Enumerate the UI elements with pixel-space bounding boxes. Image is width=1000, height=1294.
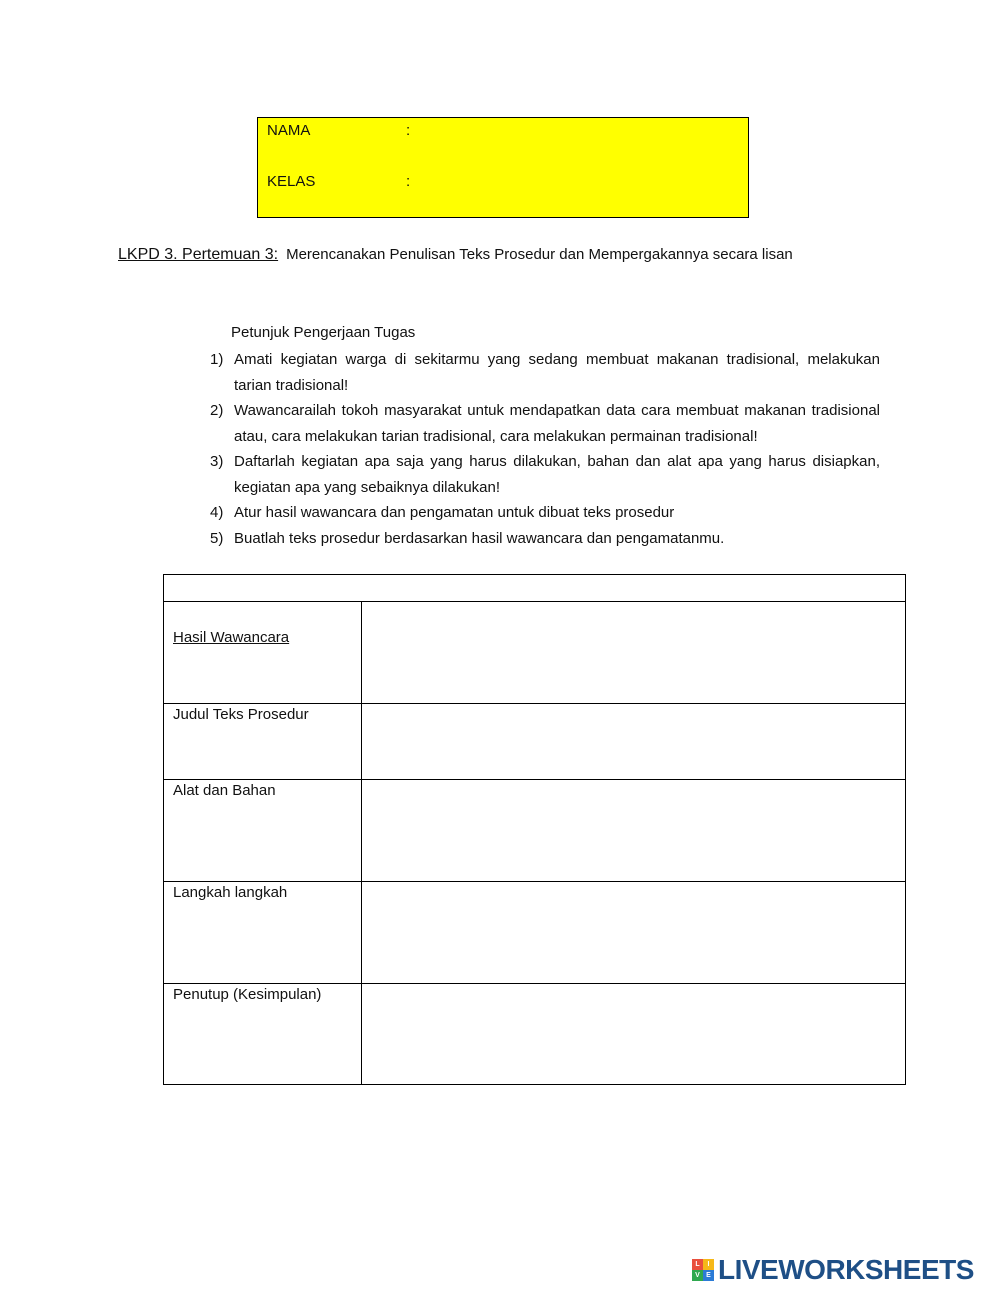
- logo-letter: V: [692, 1270, 703, 1281]
- instruction-number: 2): [210, 402, 224, 419]
- answer-cell-penutup[interactable]: [362, 984, 905, 1084]
- name-separator: :: [406, 122, 411, 139]
- name-label: NAMA: [267, 122, 311, 139]
- instruction-item: [208, 449, 880, 500]
- liveworksheets-logo-icon: [692, 1259, 714, 1281]
- instructions-list: [208, 347, 880, 551]
- logo-letter: L: [692, 1259, 703, 1270]
- instruction-item: [208, 500, 880, 526]
- instruction-item: [208, 347, 880, 398]
- instruction-number: 3): [210, 453, 224, 470]
- row-label-hasil-wawancara: Hasil Wawancara: [173, 629, 290, 646]
- instruction-text: Amati kegiatan warga di sekitarmu yang sedang membuat makanan tradisional, melakukan tarian tradisional!: [234, 351, 880, 394]
- instructions-title: Petunjuk Pengerjaan Tugas: [231, 324, 416, 341]
- instruction-number: 1): [210, 351, 224, 368]
- class-label: KELAS: [267, 173, 316, 190]
- answer-cell-hasil-wawancara[interactable]: [362, 602, 905, 703]
- logo-letter: I: [703, 1259, 714, 1270]
- answer-cell-langkah[interactable]: [362, 882, 905, 983]
- instruction-text: Buatlah teks prosedur berdasarkan hasil wawancara dan pengamatanmu.: [234, 529, 725, 547]
- class-separator: :: [406, 173, 411, 190]
- identity-box: [257, 117, 749, 218]
- lkpd-title: Merencanakan Penulisan Teks Prosedur dan Mempergakannya secara lisan: [286, 246, 793, 263]
- row-label-alat-bahan: Alat dan Bahan: [173, 782, 276, 799]
- instruction-text: Wawancarailah tokoh masyarakat untuk mendapatkan data cara membuat makanan tradisional atau, cara melakukan tarian tradisional, cara melakukan permainan tradisional!: [234, 402, 880, 445]
- row-label-langkah: Langkah langkah: [173, 884, 288, 901]
- instruction-item: [208, 398, 880, 449]
- lkpd-code: LKPD 3. Pertemuan 3:: [118, 246, 279, 263]
- row-label-judul: Judul Teks Prosedur: [173, 706, 309, 723]
- instruction-number: 4): [210, 504, 224, 521]
- answer-cell-alat-bahan[interactable]: [362, 780, 905, 881]
- logo-text: LIVEWORKSHEETS: [718, 1254, 974, 1285]
- liveworksheets-logo: [692, 1255, 974, 1285]
- procedure-table: [163, 574, 906, 1085]
- row-label-penutup: Penutup (Kesimpulan): [173, 986, 322, 1003]
- instruction-text: Daftarlah kegiatan apa saja yang harus dilakukan, bahan dan alat apa yang harus disiapkan, kegiatan apa yang sebaiknya dilakukan!: [234, 453, 880, 496]
- answer-cell-judul[interactable]: [362, 704, 905, 779]
- worksheet-heading: [118, 246, 793, 264]
- instruction-text: Atur hasil wawancara dan pengamatan untuk dibuat teks prosedur: [234, 504, 675, 521]
- instruction-number: 5): [210, 529, 224, 547]
- instruction-item: [208, 526, 880, 552]
- logo-letter: E: [703, 1270, 714, 1281]
